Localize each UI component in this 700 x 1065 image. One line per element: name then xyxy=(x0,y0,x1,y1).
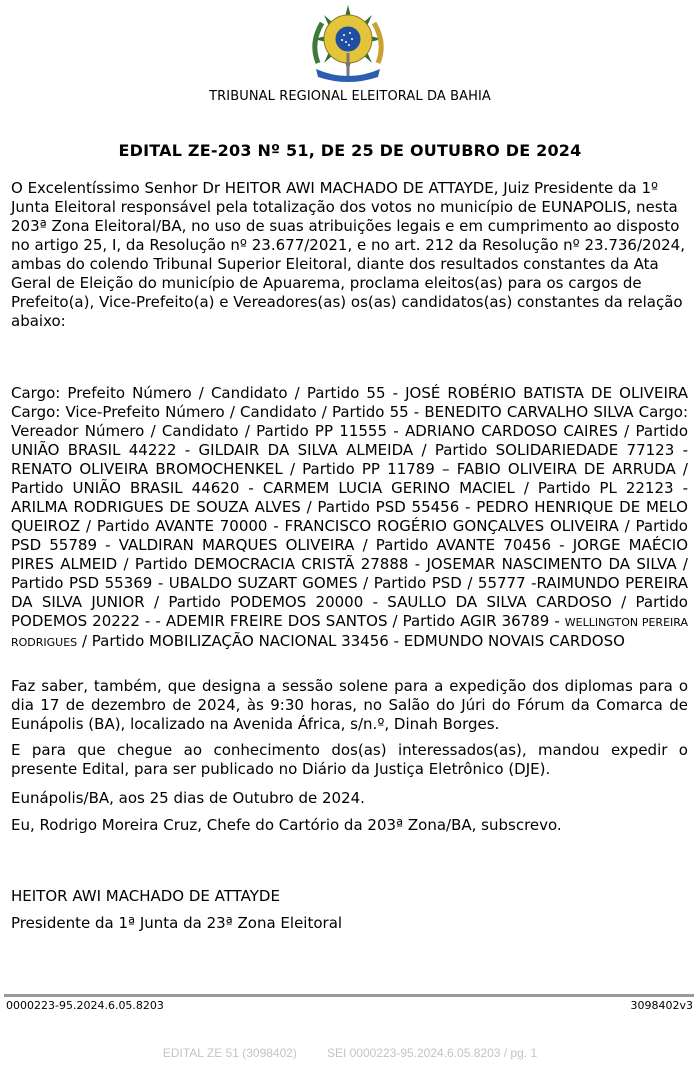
subscription-line: Eu, Rodrigo Moreira Cruz, Chefe do Cartório da 203ª Zona/BA, subscrevo. xyxy=(11,816,562,834)
organization-name: TRIBUNAL REGIONAL ELEITORAL DA BAHIA xyxy=(209,89,491,104)
intro-paragraph: O Excelentíssimo Senhor Dr HEITOR AWI MACHADO DE ATTAYDE, Juiz Presidente da 1º Junta Eleitoral responsável pela totalização dos votos no município de EUNAPOLIS, nesta 203ª Zona Eleitoral/BA, no uso de suas atribuições legais e em cumprimento ao disposto no artigo 25, I, da Resolução nº 23.677/2021, e no art. 212 da Resolução nº 23.736/2024, ambas do colendo Tribunal Superior Eleitoral, diante dos resultados constantes da Ata Geral de Eleição do município de Apuarema, proclama eleitos(as) para os cargos de Prefeito(a), Vice-Prefeito(a) e Vereadores(as) os(as) candidatos(as) constantes da relação abaixo: xyxy=(11,179,685,330)
footer-divider xyxy=(4,994,694,997)
candidates-text-1: Cargo: Prefeito Número / Candidato / Partido 55 - JOSÉ ROBÉRIO BATISTA DE OLIVEIRA Cargo: Vice-Prefeito Número / Candidato / Partido 55 - BENEDITO CARVALHO SILVA Cargo: Vereador Número / Candidato / Partido PP 11555 - ADRIANO CARDOSO CAIRES / Partido UNIÃO BRASIL 44222 - GILDAIR DA SILVA ALMEIDA / Partido SOLIDARIEDADE 77123 - RENATO OLIVEIRA BROMOCHENKEL / Partido PP 11789 – FABIO OLIVEIRA DE ARRUDA / Partido UNIÃO BRASIL 44620 - CARMEM LUCIA GERINO MACIEL / Partido PL 22123 -ARILMA RODRIGUES DE SOUZA ALVES / Partido PSD 55456 - PEDRO HENRIQUE DE MELO QUEIROZ / Partido AVANTE 70000 - FRANCISCO ROGÉRIO GONÇALVES OLIVEIRA / Partido PSD 55789 - VALDIRAN MARQUES OLIVEIRA / Partido AVANTE 70456 - JORGE MAÉCIO PIRES ALMEID / Partido DEMOCRACIA CRISTÃ 27888 - JOSEMAR NASCIMENTO DA SILVA / Partido PSD 55369 - UBALDO SUZART GOMES / Partido PSD / 55777 -RAIMUNDO PEREIRA DA SILVA JUNIOR / Partido PODEMOS 20000 - SAULLO DA SILVA CARDOSO / Partido PODEMOS 20222 - - ADEMIR FREIRE DOS SANTOS / Partido AGIR 36789 - xyxy=(11,384,688,630)
candidates-paragraph xyxy=(11,384,688,652)
page-watermark xyxy=(0,1046,700,1060)
candidates-text-2: / Partido MOBILIZAÇÃO NACIONAL 33456 - EDMUNDO NOVAIS CARDOSO xyxy=(77,632,625,650)
document-code: 3098402v3 xyxy=(630,999,693,1012)
session-paragraph: Faz saber, também, que designa a sessão solene para a expedição dos diplomas para o dia 17 de dezembro de 2024, às 9:30 horas, no Salão do Júri do Fórum da Comarca de Eunápolis (BA), localizado na Avenida África, s/n.º, Dinah Borges. xyxy=(11,677,688,733)
signer-role: Presidente da 1ª Junta da 23ª Zona Eleitoral xyxy=(11,914,343,932)
page-mark-left: EDITAL ZE 51 (3098402) xyxy=(162,1046,297,1060)
signer-name: HEITOR AWI MACHADO DE ATTAYDE xyxy=(11,887,280,905)
date-line: Eunápolis/BA, aos 25 dias de Outubro de 2024. xyxy=(11,789,365,807)
edital-title: EDITAL ZE-203 Nº 51, DE 25 DE OUTUBRO DE 2024 xyxy=(118,141,582,160)
publish-paragraph: E para que chegue ao conhecimento dos(as) interessados(as), mandou expedir o presente Edital, para ser publicado no Diário da Justiça Eletrônico (DJE). xyxy=(11,741,688,778)
process-number: 0000223-95.2024.6.05.8203 xyxy=(6,999,164,1012)
brazil-coat-of-arms-icon xyxy=(304,3,392,83)
candidates-text-small: WELLINGTON PEREIRA RODRIGUES xyxy=(11,616,688,649)
page-mark-right: SEI 0000223-95.2024.6.05.8203 / pg. 1 xyxy=(326,1046,538,1060)
